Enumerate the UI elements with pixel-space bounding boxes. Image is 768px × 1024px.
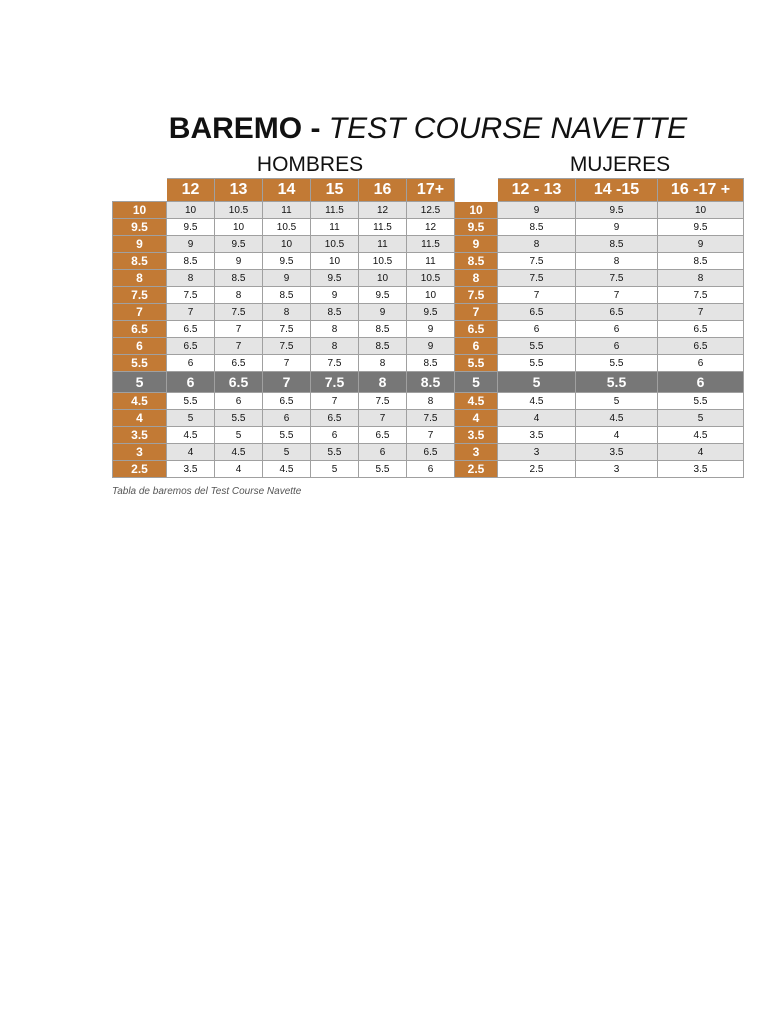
page-title [0,112,768,146]
men-value-cell: 7 [359,410,407,427]
women-value-cell: 6 [658,372,744,393]
women-age-header: 14 -15 [576,179,658,202]
score-cell: 3 [455,444,498,461]
men-value-cell: 5 [263,444,311,461]
table-row [113,202,744,219]
table-row [113,287,744,304]
men-value-cell: 11.5 [311,202,359,219]
men-value-cell: 5.5 [311,444,359,461]
men-value-cell: 7 [407,427,455,444]
score-cell: 6 [113,338,167,355]
men-value-cell: 9.5 [215,236,263,253]
men-value-cell: 10.5 [311,236,359,253]
men-value-cell: 10 [167,202,215,219]
men-value-cell: 5.5 [167,393,215,410]
men-value-cell: 7.5 [167,287,215,304]
men-age-header: 13 [215,179,263,202]
women-value-cell: 7.5 [576,270,658,287]
score-cell: 4 [455,410,498,427]
men-value-cell: 10 [407,287,455,304]
women-group-label: MUJERES [569,153,671,176]
score-cell: 10 [113,202,167,219]
men-value-cell: 7 [215,338,263,355]
men-value-cell: 5.5 [359,461,407,478]
men-value-cell: 4 [215,461,263,478]
women-value-cell: 6.5 [498,304,576,321]
women-value-cell: 9.5 [576,202,658,219]
women-value-cell: 4 [658,444,744,461]
score-cell: 6 [455,338,498,355]
header-row [113,179,744,202]
women-value-cell: 5.5 [576,355,658,372]
women-value-cell: 6 [576,321,658,338]
men-value-cell: 9.5 [167,219,215,236]
women-value-cell: 8.5 [658,253,744,270]
men-value-cell: 6 [407,461,455,478]
table-row [113,219,744,236]
score-cell: 8 [455,270,498,287]
women-value-cell: 2.5 [498,461,576,478]
women-value-cell: 3.5 [658,461,744,478]
men-value-cell: 9 [407,321,455,338]
men-value-cell: 8 [311,338,359,355]
score-cell: 5 [455,372,498,393]
women-value-cell: 5.5 [658,393,744,410]
women-value-cell: 5 [658,410,744,427]
women-value-cell: 7.5 [498,270,576,287]
score-cell: 7 [113,304,167,321]
men-value-cell: 8.5 [407,355,455,372]
men-value-cell: 9 [167,236,215,253]
women-value-cell: 4.5 [498,393,576,410]
women-value-cell: 6.5 [658,338,744,355]
women-age-header: 16 -17 + [658,179,744,202]
table-row [113,304,744,321]
table-row [113,410,744,427]
score-cell: 10 [455,202,498,219]
men-value-cell: 5 [167,410,215,427]
men-value-cell: 11.5 [359,219,407,236]
score-cell: 5 [113,372,167,393]
men-age-header: 12 [167,179,215,202]
score-cell: 9.5 [455,219,498,236]
score-cell: 8 [113,270,167,287]
men-value-cell: 11 [407,253,455,270]
men-value-cell: 6 [311,427,359,444]
men-value-cell: 10 [215,219,263,236]
women-value-cell: 9 [576,219,658,236]
women-value-cell: 7.5 [658,287,744,304]
men-value-cell: 10.5 [359,253,407,270]
score-cell: 9.5 [113,219,167,236]
men-age-header: 17+ [407,179,455,202]
men-value-cell: 7 [311,393,359,410]
men-value-cell: 11 [359,236,407,253]
women-value-cell: 5.5 [576,372,658,393]
women-value-cell: 3.5 [498,427,576,444]
women-value-cell: 7 [498,287,576,304]
women-value-cell: 4.5 [658,427,744,444]
score-cell: 9 [113,236,167,253]
women-value-cell: 5.5 [498,338,576,355]
women-value-cell: 9 [498,202,576,219]
men-value-cell: 6 [359,444,407,461]
table-row [113,338,744,355]
men-value-cell: 4.5 [263,461,311,478]
score-cell: 6.5 [455,321,498,338]
women-value-cell: 6 [576,338,658,355]
score-cell: 5.5 [113,355,167,372]
women-value-cell: 7 [658,304,744,321]
men-value-cell: 7.5 [215,304,263,321]
women-value-cell: 10 [658,202,744,219]
score-cell: 5.5 [455,355,498,372]
men-value-cell: 9 [359,304,407,321]
men-value-cell: 9.5 [407,304,455,321]
men-value-cell: 7 [263,355,311,372]
men-value-cell: 8.5 [359,321,407,338]
men-value-cell: 6 [263,410,311,427]
men-value-cell: 6 [167,355,215,372]
men-value-cell: 8.5 [407,372,455,393]
men-group-label: HOMBRES [256,153,364,176]
women-value-cell: 8 [576,253,658,270]
women-value-cell: 3.5 [576,444,658,461]
men-value-cell: 6.5 [311,410,359,427]
men-value-cell: 4 [167,444,215,461]
men-value-cell: 6.5 [263,393,311,410]
men-value-cell: 5 [311,461,359,478]
men-age-header: 16 [359,179,407,202]
men-value-cell: 8 [215,287,263,304]
women-value-cell: 9.5 [658,219,744,236]
men-value-cell: 5 [215,427,263,444]
women-value-cell: 4.5 [576,410,658,427]
men-value-cell: 8 [167,270,215,287]
women-value-cell: 8 [498,236,576,253]
men-value-cell: 7.5 [407,410,455,427]
table-row [113,253,744,270]
men-value-cell: 8.5 [215,270,263,287]
men-value-cell: 8.5 [263,287,311,304]
men-value-cell: 7 [167,304,215,321]
score-cell: 3.5 [113,427,167,444]
women-value-cell: 6 [498,321,576,338]
men-value-cell: 10 [359,270,407,287]
men-value-cell: 8 [407,393,455,410]
score-cell: 2.5 [455,461,498,478]
men-value-cell: 7 [263,372,311,393]
men-value-cell: 8.5 [359,338,407,355]
table-row [113,461,744,478]
men-value-cell: 11 [263,202,311,219]
women-value-cell: 6 [658,355,744,372]
men-value-cell: 9 [263,270,311,287]
men-value-cell: 9 [215,253,263,270]
score-cell: 3 [113,444,167,461]
women-value-cell: 8.5 [576,236,658,253]
men-value-cell: 12.5 [407,202,455,219]
men-value-cell: 6.5 [359,427,407,444]
corner-cell [113,179,167,202]
men-value-cell: 6.5 [167,338,215,355]
table-row [113,355,744,372]
women-value-cell: 9 [658,236,744,253]
men-value-cell: 6 [215,393,263,410]
men-value-cell: 3.5 [167,461,215,478]
men-value-cell: 10 [311,253,359,270]
table-row [113,393,744,410]
men-value-cell: 10.5 [407,270,455,287]
men-value-cell: 4.5 [167,427,215,444]
women-value-cell: 3 [576,461,658,478]
score-cell: 9 [455,236,498,253]
men-value-cell: 9 [311,287,359,304]
men-value-cell: 9.5 [359,287,407,304]
women-value-cell: 8 [658,270,744,287]
score-cell: 7 [455,304,498,321]
women-value-cell: 6.5 [658,321,744,338]
men-value-cell: 12 [407,219,455,236]
women-value-cell: 3 [498,444,576,461]
title-italic: TEST COURSE NAVETTE [328,112,688,145]
men-value-cell: 4.5 [215,444,263,461]
men-value-cell: 6.5 [167,321,215,338]
men-age-header: 14 [263,179,311,202]
score-cell: 6.5 [113,321,167,338]
score-cell: 7.5 [455,287,498,304]
table-caption: Tabla de baremos del Test Course Navette [112,486,302,497]
score-cell: 4.5 [113,393,167,410]
men-value-cell: 10.5 [215,202,263,219]
men-value-cell: 6.5 [215,372,263,393]
men-value-cell: 8 [311,321,359,338]
men-value-cell: 7.5 [359,393,407,410]
table-row [113,444,744,461]
men-value-cell: 7.5 [311,372,359,393]
score-cell: 2.5 [113,461,167,478]
women-age-header: 12 - 13 [498,179,576,202]
men-value-cell: 10.5 [263,219,311,236]
men-value-cell: 6.5 [215,355,263,372]
spacer-cell [455,179,498,202]
men-value-cell: 7.5 [263,338,311,355]
men-value-cell: 8 [263,304,311,321]
table-row [113,372,744,393]
men-value-cell: 6 [167,372,215,393]
score-cell: 4 [113,410,167,427]
women-value-cell: 4 [576,427,658,444]
men-value-cell: 9.5 [263,253,311,270]
score-cell: 8.5 [455,253,498,270]
men-value-cell: 9.5 [311,270,359,287]
men-value-cell: 7.5 [311,355,359,372]
men-value-cell: 11 [311,219,359,236]
men-value-cell: 6.5 [407,444,455,461]
men-age-header: 15 [311,179,359,202]
men-value-cell: 7 [215,321,263,338]
table-row [113,427,744,444]
women-value-cell: 5 [576,393,658,410]
men-value-cell: 5.5 [263,427,311,444]
table-row [113,321,744,338]
score-cell: 3.5 [455,427,498,444]
women-value-cell: 4 [498,410,576,427]
women-value-cell: 6.5 [576,304,658,321]
men-value-cell: 11.5 [407,236,455,253]
women-value-cell: 8.5 [498,219,576,236]
men-value-cell: 8.5 [167,253,215,270]
men-value-cell: 5.5 [215,410,263,427]
baremo-table [112,178,744,478]
score-cell: 4.5 [455,393,498,410]
men-value-cell: 8 [359,372,407,393]
women-value-cell: 7.5 [498,253,576,270]
men-value-cell: 8 [359,355,407,372]
men-value-cell: 9 [407,338,455,355]
women-value-cell: 7 [576,287,658,304]
title-bold: BAREMO - [168,112,321,145]
score-cell: 8.5 [113,253,167,270]
women-value-cell: 5 [498,372,576,393]
men-value-cell: 8.5 [311,304,359,321]
women-value-cell: 5.5 [498,355,576,372]
score-cell: 7.5 [113,287,167,304]
table-row [113,236,744,253]
men-value-cell: 10 [263,236,311,253]
men-value-cell: 7.5 [263,321,311,338]
men-value-cell: 12 [359,202,407,219]
table-row [113,270,744,287]
